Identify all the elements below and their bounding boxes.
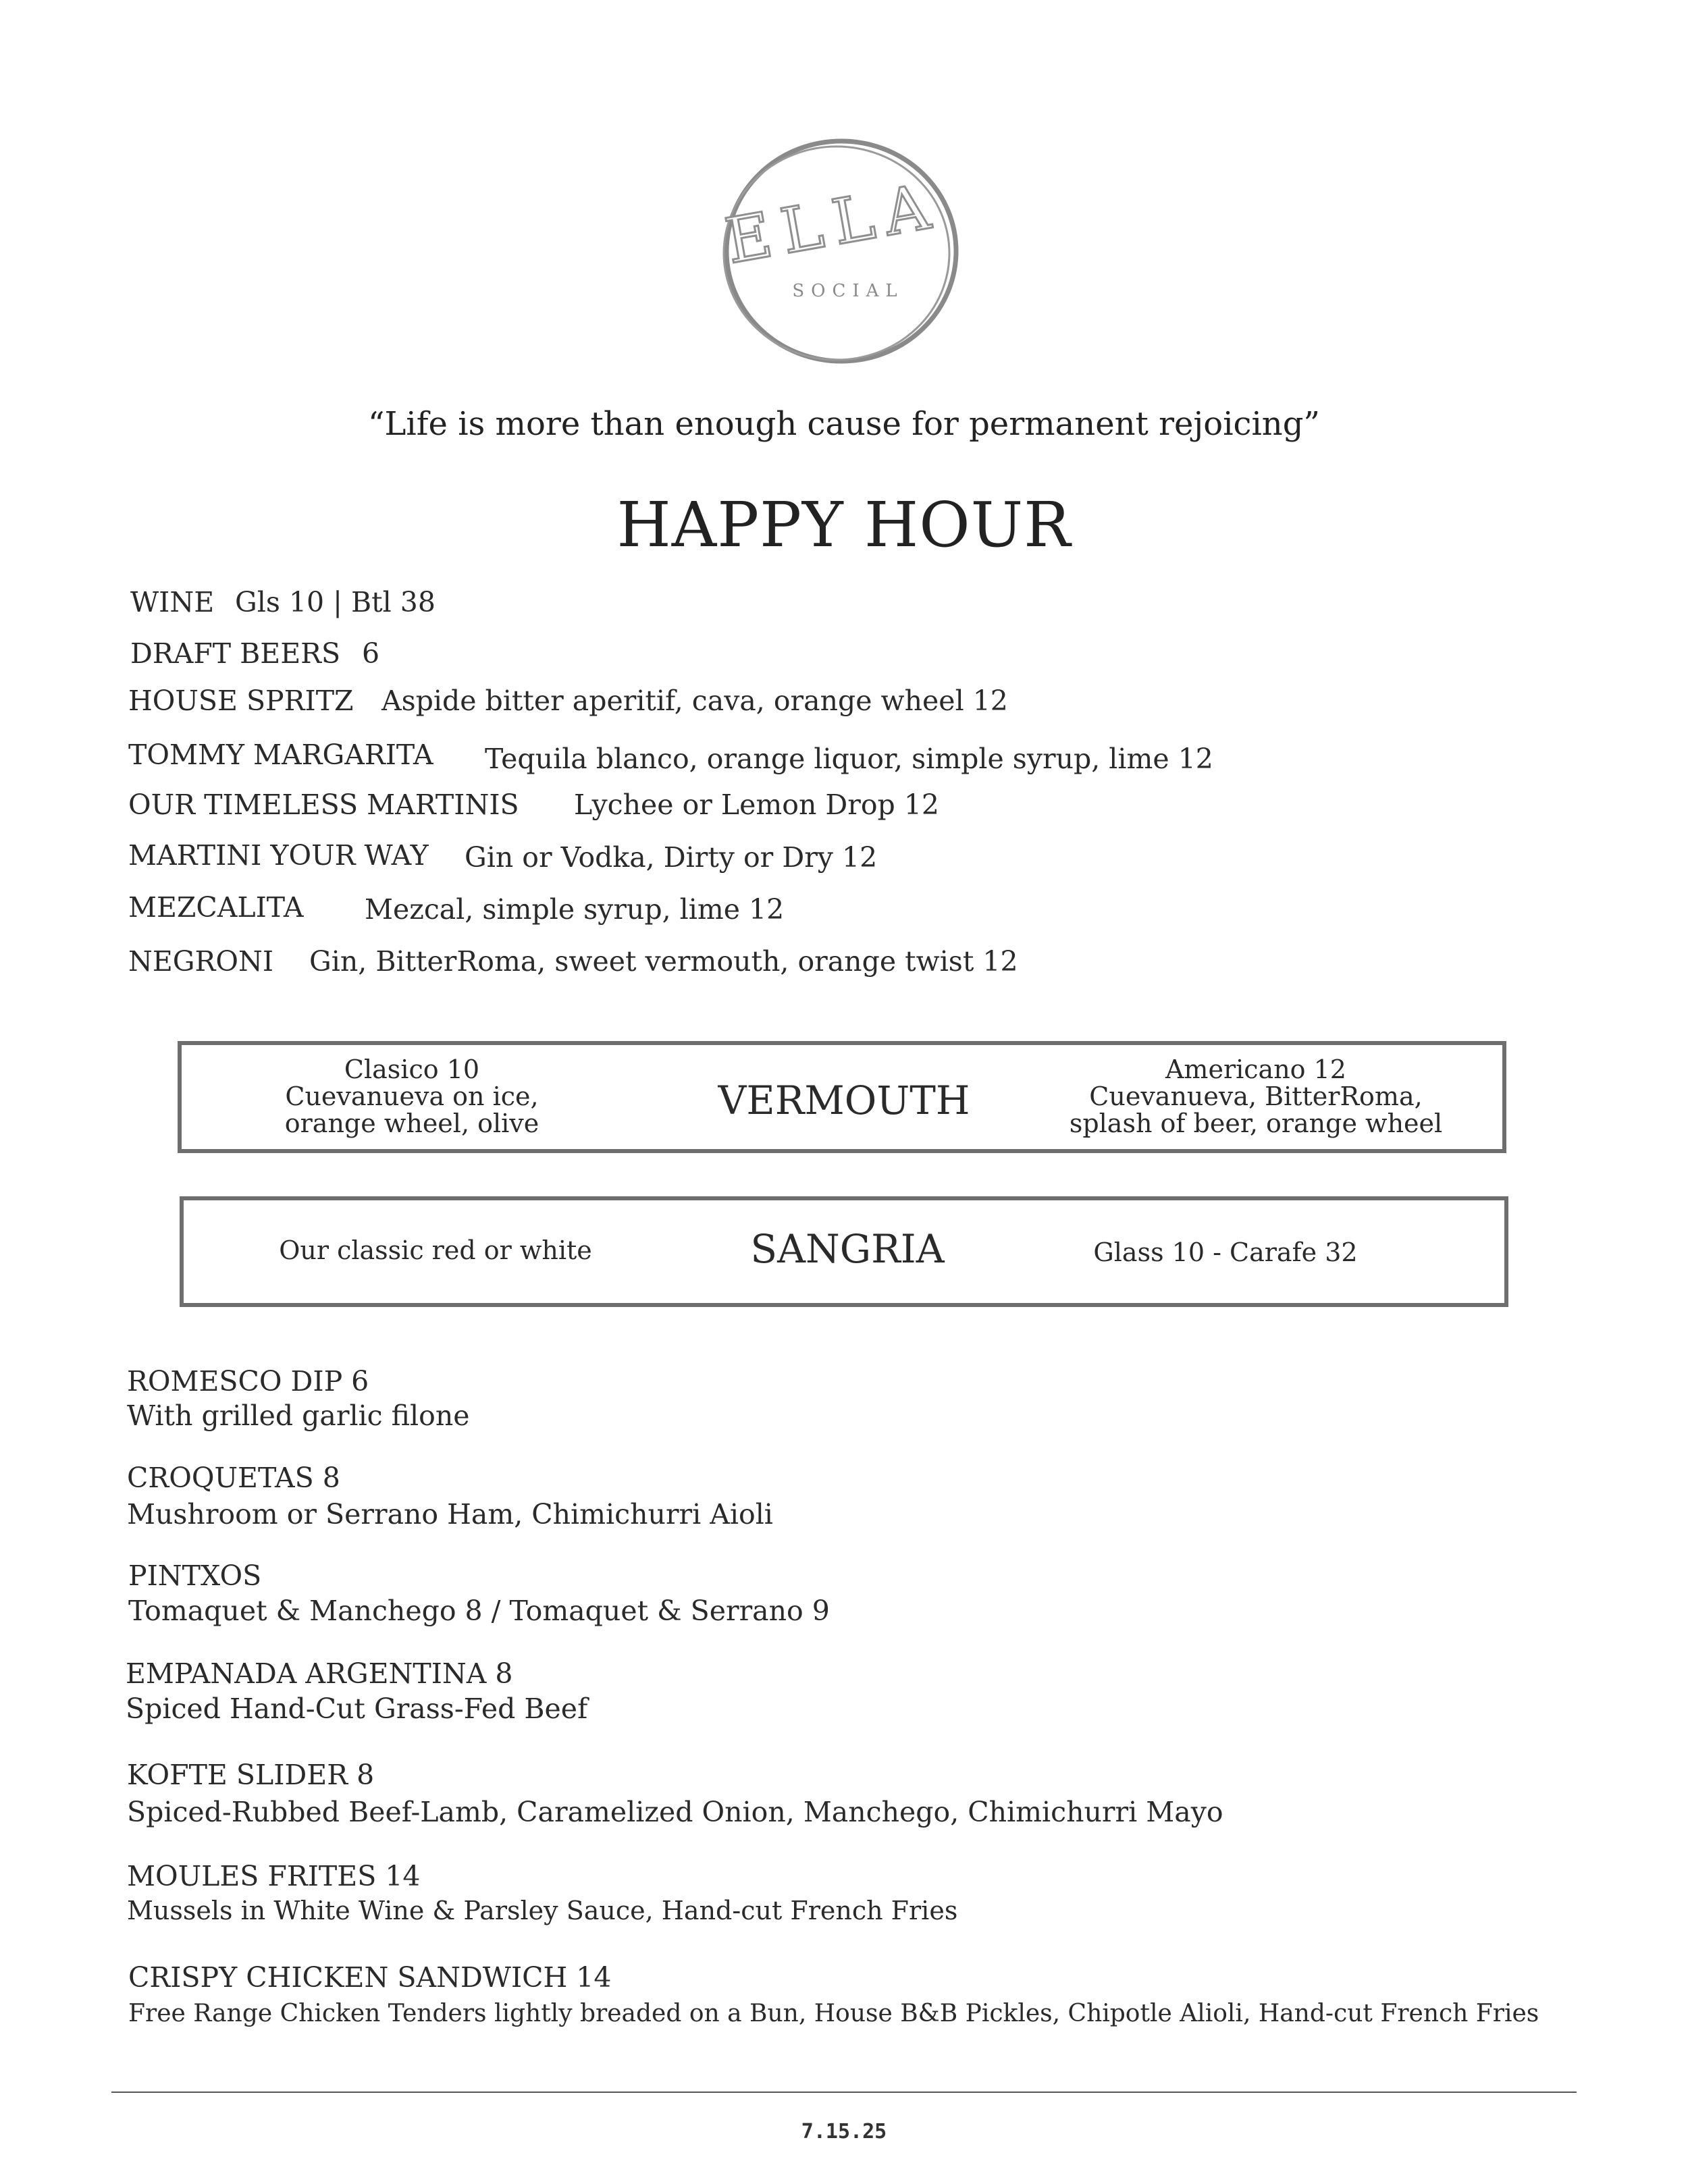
food-name: KOFTE SLIDER 8 — [127, 1759, 375, 1791]
drink-description: Mezcal, simple syrup, lime 12 — [365, 893, 785, 926]
logo-subtitle: SOCIAL — [792, 281, 904, 301]
food-name: PINTXOS — [128, 1560, 262, 1592]
drink-desc — [465, 841, 877, 874]
sangria-description: Our classic red or white — [279, 1235, 592, 1265]
drink-name: DRAFT BEERS — [130, 637, 341, 670]
food-name: CRISPY CHICKEN SANDWICH 14 — [128, 1961, 612, 1994]
footer-divider — [111, 2092, 1577, 2093]
drink-description: Gin or Vodka, Dirty or Dry 12 — [465, 841, 878, 874]
ella-social-logo — [695, 130, 986, 379]
drink-item — [128, 789, 519, 821]
vermouth-clasico — [230, 1056, 594, 1137]
food-name: CROQUETAS 8 — [127, 1462, 340, 1494]
drink-desc — [381, 685, 1008, 717]
drink-item — [128, 685, 354, 717]
drink-name: TOMMY MARGARITA — [128, 739, 433, 771]
page-title: HAPPY HOUR — [616, 489, 1072, 561]
drink-price: 6 — [362, 637, 380, 670]
drink-desc — [235, 586, 436, 618]
drink-item — [128, 891, 304, 924]
vermouth-americano-desc-2: splash of beer, orange wheel — [1069, 1109, 1443, 1138]
food-description: With grilled garlic filone — [127, 1400, 470, 1432]
vermouth-title: VERMOUTH — [718, 1077, 970, 1123]
drink-name: MARTINI YOUR WAY — [128, 839, 429, 872]
drink-item — [130, 637, 340, 670]
food-name: ROMESCO DIP 6 — [127, 1365, 369, 1397]
drink-item — [128, 739, 433, 771]
sangria-title: SANGRIA — [750, 1226, 945, 1272]
sangria-price: Glass 10 - Carafe 32 — [1093, 1237, 1358, 1267]
drink-desc — [309, 945, 1018, 978]
tagline-quote: “Life is more than enough cause for permanent rejoicing” — [368, 405, 1320, 443]
food-name: EMPANADA ARGENTINA 8 — [126, 1657, 513, 1690]
drink-description: Aspide bitter aperitif, cava, orange wheel 12 — [381, 685, 1008, 717]
food-description: Free Range Chicken Tenders lightly breaded on a Bun, House B&B Pickles, Chipotle Alioli, Hand-cut French Fries — [128, 2000, 1539, 2027]
drink-name: MEZCALITA — [128, 891, 304, 924]
drink-item — [128, 839, 429, 872]
vermouth-clasico-desc-1: Cuevanueva on ice, — [285, 1082, 539, 1111]
drink-item — [130, 586, 214, 618]
menu-date: 7.15.25 — [801, 2120, 887, 2143]
food-description: Mussels in White Wine & Parsley Sauce, Hand-cut French Fries — [127, 1896, 958, 1925]
drink-description: Gin, BitterRoma, sweet vermouth, orange twist 12 — [309, 945, 1018, 978]
drink-price: Gls 10 | Btl 38 — [235, 586, 436, 618]
food-description: Spiced Hand-Cut Grass-Fed Beef — [126, 1693, 588, 1725]
drink-name: HOUSE SPRITZ — [128, 685, 354, 717]
vermouth-americano-desc-1: Cuevanueva, BitterRoma, — [1089, 1082, 1423, 1111]
food-description: Tomaquet & Manchego 8 / Tomaquet & Serrano 9 — [128, 1595, 830, 1627]
drink-name: OUR TIMELESS MARTINIS — [128, 789, 519, 821]
drink-desc — [485, 743, 1213, 775]
drink-item — [128, 945, 273, 978]
drink-desc — [362, 637, 379, 670]
vermouth-americano-title: Americano 12 — [1165, 1055, 1346, 1084]
vermouth-americano — [1040, 1056, 1472, 1137]
food-description: Mushroom or Serrano Ham, Chimichurri Aioli — [127, 1498, 773, 1530]
food-name: MOULES FRITES 14 — [127, 1860, 421, 1892]
logo-wordmark: ELLA — [720, 169, 946, 278]
food-description: Spiced-Rubbed Beef-Lamb, Caramelized Onion, Manchego, Chimichurri Mayo — [127, 1796, 1223, 1828]
logo-circle-graphic — [695, 130, 986, 379]
drink-desc — [574, 789, 939, 821]
drink-description: Tequila blanco, orange liquor, simple syrup, lime 12 — [485, 743, 1213, 775]
drink-desc — [365, 893, 784, 926]
drink-description: Lychee or Lemon Drop 12 — [574, 789, 940, 821]
vermouth-clasico-desc-2: orange wheel, olive — [284, 1109, 539, 1138]
drink-name: NEGRONI — [128, 945, 274, 978]
vermouth-clasico-title: Clasico 10 — [344, 1055, 480, 1084]
drink-name: WINE — [130, 586, 215, 618]
